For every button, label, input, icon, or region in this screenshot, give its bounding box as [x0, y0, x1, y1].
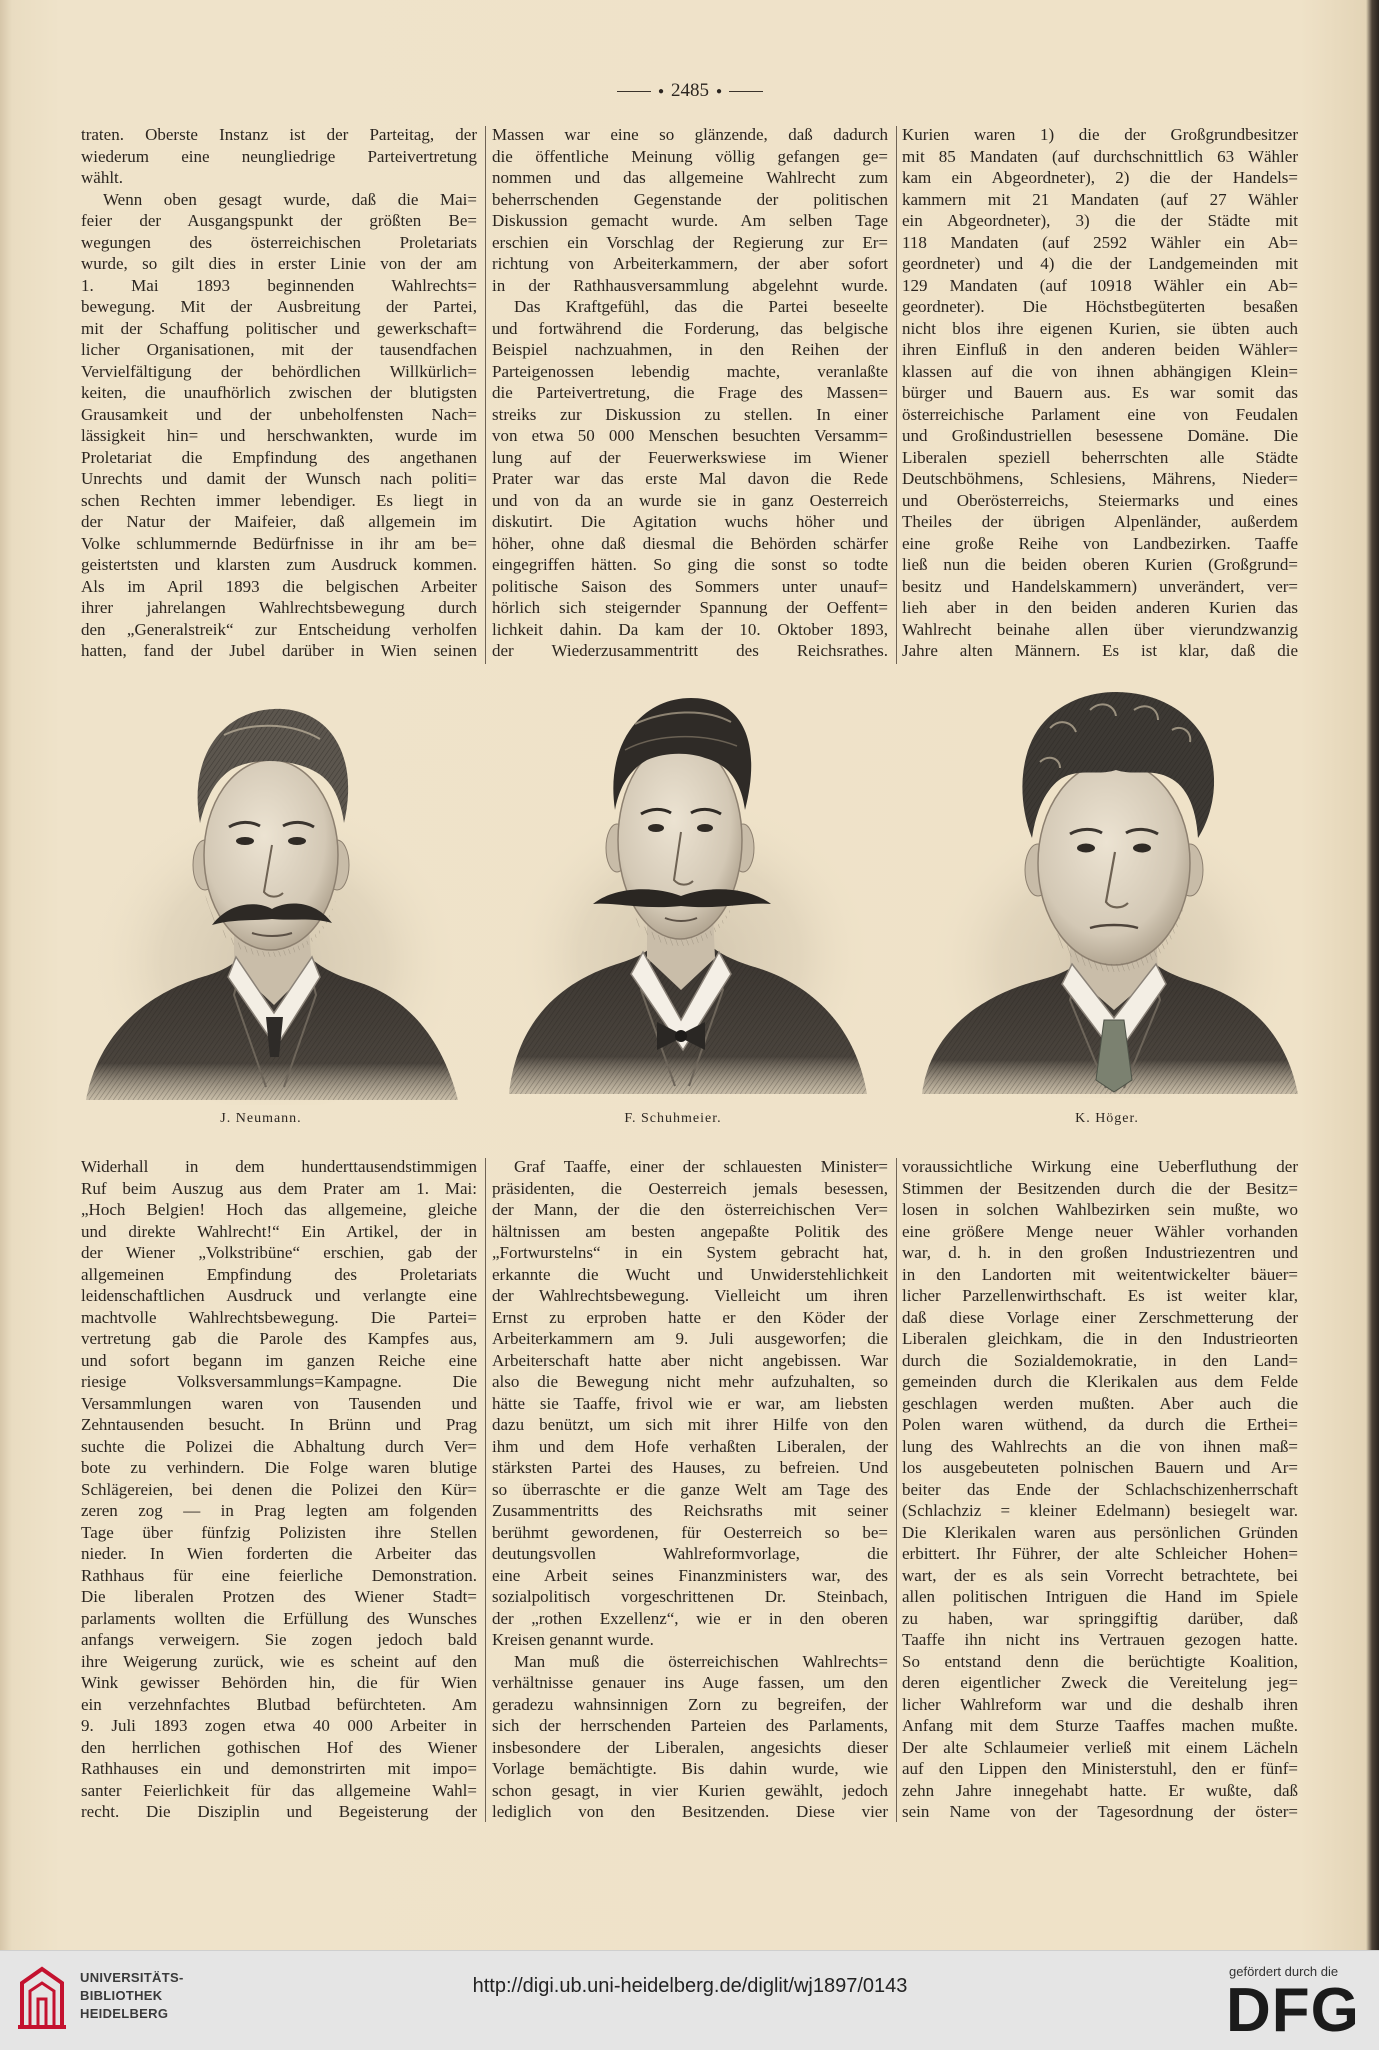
text-line: Proletariat die Empfindung des angethanen [81, 447, 477, 467]
text-line: diskutirt. Die Agitation wuchs höher und [492, 512, 888, 531]
column-top-middle [492, 124, 888, 662]
text-line: So entstand denn die berüchtigte Koalition, [902, 1651, 1298, 1671]
text-line: allgemeinen Empfindung des Proletariats [81, 1264, 477, 1284]
text-line: den „Generalstreik“ zur Entscheidung verholfen [81, 619, 477, 639]
text-line: Zehntausenden besucht. In Brünn und Prag [81, 1415, 477, 1434]
text-line: licher Parzellenwirthschaft. Es ist weiter klar, [902, 1286, 1298, 1305]
column-bottom-left [81, 1156, 477, 1823]
text-line: und direkte Wahlrecht!“ Ein Artikel, der in [81, 1221, 477, 1241]
text-line: lung des Wahlrechts an die von ihnen maß= [902, 1436, 1298, 1456]
text-line: verhältnisse genauer ins Auge fassen, um den [492, 1673, 888, 1692]
text-line: mit der Schaffung politischer und gewerkschaft= [81, 318, 477, 338]
text-line: die öffentliche Meinung völlig gefangen ge= [492, 146, 888, 166]
text-line: Ruf beim Auszug aus dem Prater am 1. Mai: [81, 1178, 477, 1198]
text-line: zu haben, war springgiftig darüber, daß [902, 1608, 1298, 1628]
text-line: suchte die Polizei die Abhaltung durch Ver= [81, 1436, 477, 1456]
text-line: deutungsvollen Wahlreformvorlage, die [492, 1544, 888, 1563]
text-line: Die Klerikalen waren aus persönlichen Gründen [902, 1522, 1298, 1542]
text-line: kammern mit 21 Mandaten (auf 27 Wähler [902, 189, 1298, 209]
ornament-dot-left-icon: ● [657, 85, 664, 97]
text-line: Rathhaus für eine feierliche Demonstration. [81, 1565, 477, 1585]
text-line: streiks zur Diskussion zu stellen. In einer [492, 404, 888, 424]
text-line: keiten, die unaufhörlich zwischen der blutigsten [81, 383, 477, 402]
column-top-right [902, 124, 1298, 662]
text-line: klassen auf die von ihnen abhängigen Klein= [902, 361, 1298, 381]
text-line: der Wiederzusammentritt des Reichsrathes. [492, 641, 888, 660]
text-line: Theiles der übrigen Alpenländer, außerdem [902, 512, 1298, 531]
text-line: der Natur der Maifeier, daß allgemein im [81, 512, 477, 531]
portrait-schuhmeier [505, 690, 885, 1100]
text-line: geradezu wahnsinnigen Zorn zu begreifen, der [492, 1694, 888, 1714]
text-line: anfangs verweigern. Sie zogen jedoch bald [81, 1630, 477, 1649]
text-line: Parteigenossen lebendig machte, veranlaßte [492, 361, 888, 381]
text-line: Wink gewisser Behörden hin, die für Wien [81, 1673, 477, 1692]
text-line: war, d. h. in den großen Industriezentren und [902, 1243, 1298, 1262]
text-line: hätte sie Taaffe, frivol wie er war, am liebsten [492, 1393, 888, 1413]
funded-by-label: gefördert durch die [1229, 1964, 1339, 1979]
text-line: „Fortwurstelns“ in ein System gebracht hat, [492, 1243, 888, 1262]
library-name-line: BIBLIOTHEK [80, 1988, 163, 2003]
text-line: eine Arbeit seines Finanzministers war, des [492, 1565, 888, 1585]
text-line: Ernst zu erproben hatte er den Köder der [492, 1307, 888, 1327]
text-line: voraussichtliche Wirkung eine Ueberfluthung der [902, 1157, 1298, 1176]
library-footer [0, 1950, 1379, 2050]
text-line: wart, der es als sein Vorrecht betrachtete, bei [902, 1565, 1298, 1585]
text-line: Kurien waren 1) die der Großgrundbesitzer [902, 125, 1298, 144]
page-number: 2485 [671, 80, 709, 101]
permalink-url[interactable]: http://digi.ub.uni-heidelberg.de/diglit/wj1897/0143 [472, 1975, 908, 1997]
text-line: nommen und das allgemeine Wahlrecht zum [492, 168, 888, 187]
text-line: lung auf der Feuerwerkswiese im Wiener [492, 447, 888, 467]
text-line: und von da an wurde sie in ganz Oesterreich [492, 490, 888, 510]
text-line: besitz und Handelskammern) unverändert, ver= [902, 576, 1298, 596]
text-line: in der Rathhausversammlung abgelehnt wurde. [492, 275, 888, 295]
text-line: den herrlichen gothischen Hof des Wiener [81, 1737, 477, 1757]
text-line: Wenn oben gesagt wurde, daß die Mai= [103, 189, 477, 209]
eye-left [1077, 844, 1095, 853]
text-line: 9. Juli 1893 zogen etwa 40 000 Arbeiter in [81, 1716, 477, 1735]
text-line: Graf Taaffe, einer der schlauesten Minister= [514, 1157, 888, 1176]
text-line: Diskussion gemacht wurde. Am selben Tage [492, 211, 888, 230]
column-top-left [81, 124, 477, 662]
text-line: vertretung gab die Parole des Kampfes aus, [81, 1329, 477, 1348]
text-line: Jahre alten Männern. Es ist klar, daß die [902, 641, 1298, 660]
text-line: präsidenten, die Oesterreich jemals besessen, [492, 1178, 888, 1198]
text-line: Grausamkeit und der unbeholfensten Nach= [81, 404, 477, 424]
text-line: Die liberalen Protzen des Wiener Stadt= [81, 1587, 477, 1606]
text-line: eine große Reihe von Landbezirken. Taaffe [902, 533, 1298, 553]
text-line: Massen war eine so glänzende, daß dadurch [492, 125, 888, 144]
text-line: Man muß die österreichischen Wahlrechts= [514, 1651, 888, 1671]
ornament-rule-left [617, 91, 651, 92]
text-line: daß diese Vorlage einer Zerschmetterung der [902, 1307, 1298, 1327]
column-divider [485, 1158, 486, 1822]
text-line: Unrechts und damit der Wunsch nach politi= [81, 469, 477, 488]
text-line: beiter das Ende der Schlachschizenherrschaft [902, 1479, 1298, 1499]
text-line: Anfang mit dem Sturze Taaffes machen mußte. [902, 1716, 1298, 1735]
column-bottom-middle [492, 1156, 888, 1823]
column-divider [485, 126, 486, 664]
text-line: erschien ein Vorschlag der Regierung zur Er= [492, 232, 888, 252]
text-line: von etwa 50 000 Menschen besuchten Versamm= [492, 426, 888, 445]
text-line: allen politischen Intriguen die Hand im Spiele [902, 1587, 1298, 1606]
text-line: Vervielfältigung der behördlichen Willkürlich= [81, 361, 477, 381]
text-line: licher Organisationen, mit der tausendfachen [81, 340, 477, 359]
text-line: hältnissen am besten angepaßte Politik des [492, 1221, 888, 1241]
text-line: ein Abgeordneter), 3) die der Städte mit [902, 211, 1298, 230]
text-line: der Mann, der die den österreichischen Ver= [492, 1200, 888, 1219]
text-line: nieder. In Wien forderten die Arbeiter das [81, 1544, 477, 1563]
text-line: der Wahlrechtsbewegung. Vielleicht um ihren [492, 1286, 888, 1305]
text-line: Vorlage bemächtigte. Bis dahin wurde, wie [492, 1759, 888, 1778]
text-line: geschlagen werden mußten. Aber auch die [902, 1393, 1298, 1413]
text-line: sozialpolitisch vorgeschrittenen Dr. Steinbach, [492, 1587, 888, 1606]
text-line: politische Saison des Sommers unter unauf= [492, 576, 888, 596]
text-line: geistertsten und klarsten zum Ausdruck kommen. [81, 555, 477, 574]
portrait-hoeger [920, 688, 1300, 1098]
text-line: geordneter). Die Höchstbegüterten besaßen [902, 297, 1298, 316]
text-line: Beispiel nachzuahmen, in den Reihen der [492, 340, 888, 359]
text-line: ein verzehnfachtes Blutbad befürchteten. Am [81, 1694, 477, 1714]
text-line: eingegriffen hätten. So ging die sonst so todte [492, 555, 888, 574]
text-line: ihren Einfluß in den anderen beiden Wähler= [902, 340, 1298, 359]
text-line: Wahlrecht beinahe allen über vierundzwanzig [902, 619, 1298, 639]
text-line: also die Bewegung nicht mehr aufzuhalten, so [492, 1372, 888, 1391]
text-line: auf den Lippen den Ministerstuhl, den er fünf= [902, 1759, 1298, 1778]
text-line: und sofort begann im ganzen Reiche eine [81, 1350, 477, 1370]
text-line: in den Landorten mit weitentwickelter bäuer= [902, 1264, 1298, 1284]
text-line: ließ nun die beiden oberen Kurien (Großgrund= [902, 555, 1298, 574]
text-line: Liberalen speziell beherrschten alle Städte [902, 447, 1298, 467]
text-line: beherrschenden Gegenstande der politischen [492, 189, 888, 209]
text-line: Arbeiterkammern am 9. Juli ausgeworfen; die [492, 1329, 888, 1348]
text-line: ihm und dem Hofe verhaßten Liberalen, der [492, 1436, 888, 1456]
caption-schuhmeier: F. Schuhmeier. [624, 1111, 722, 1126]
text-line: Deutschböhmens, Schlesiens, Mährens, Nieder= [902, 469, 1298, 488]
text-line: wählt. [81, 168, 124, 187]
text-line: Widerhall in dem hunderttausendstimmigen [81, 1157, 477, 1176]
text-line: Zusammentritts des Reichsraths mit seiner [492, 1501, 888, 1520]
text-line: kam ein Abgeordneter), 2) die der Handels= [902, 168, 1298, 187]
eye-right [697, 824, 713, 832]
column-bottom-right [902, 1156, 1298, 1823]
text-line: und Großindustriellen besessene Domäne. Die [902, 426, 1298, 445]
text-line: lediglich von den Besitzenden. Diese vier [492, 1802, 888, 1821]
text-line: der Wiener „Volkstribüne“ erschien, gab der [81, 1243, 477, 1262]
text-line: santer Feierlichkeit für das allgemeine Wahl= [81, 1780, 477, 1800]
text-line: wiederum eine neungliedrige Parteivertretung [81, 146, 477, 166]
text-line: Prater war das erste Mal davon die Rede [492, 469, 888, 488]
library-name-line: HEIDELBERG [80, 2006, 169, 2021]
dfg-logo[interactable]: DFG [1226, 1976, 1360, 2045]
text-line: hatten, fand der Jubel darüber in Wien seinen [81, 641, 477, 660]
text-line: 118 Mandaten (auf 2592 Wähler ein Ab= [902, 232, 1298, 252]
caption-hoeger: K. Höger. [1075, 1111, 1139, 1126]
text-line: eine größere Menge neuer Wähler vorhanden [902, 1221, 1298, 1241]
text-line: riesige Volksversammlungs=Kampagne. Die [81, 1372, 477, 1391]
text-line: der „rothen Exzellenz“, wie er in den oberen [492, 1608, 888, 1628]
text-line: zeren zog — in Prag legten am folgenden [81, 1501, 477, 1520]
text-line: erkannte die Wucht und Unwiderstehlichkeit [492, 1264, 888, 1284]
text-line: hörlich sich steigernder Spannung der Oeffent= [492, 598, 888, 617]
text-line: höher, ohne daß diesmal die Behörden schärfer [492, 533, 888, 553]
text-line: leidenschaftlichen Ausdruck und verlangte eine [81, 1286, 477, 1305]
text-line: Taaffe ihn nicht ins Vertrauen gezogen hatte. [902, 1630, 1298, 1649]
text-line: bote zu verhindern. Die Folge waren blutige [81, 1458, 477, 1477]
text-line: machtvolle Wahlrechtsbewegung. Die Partei= [81, 1307, 477, 1327]
text-line: berühmt gewordenen, für Oesterreich so be= [492, 1522, 888, 1542]
text-line: ihre Weigerung zurück, wie es scheint auf den [81, 1651, 477, 1671]
text-line: 129 Mandaten (auf 10918 Wähler ein Ab= [902, 275, 1298, 295]
text-line: „Hoch Belgien! Hoch das allgemeine, gleiche [81, 1200, 477, 1219]
text-line: Der alte Schlaumeier verließ mit einem Lächeln [902, 1737, 1298, 1757]
text-line: geordneter) und 4) die der Landgemeinden mit [902, 254, 1298, 273]
text-line: Polen waren wüthend, da durch die Erthei= [902, 1415, 1298, 1434]
library-name-line: UNIVERSITÄTS- [80, 1970, 184, 1985]
eye-right [288, 837, 306, 845]
text-line: Tage über fünfzig Polizisten ihre Stellen [81, 1522, 477, 1542]
text-line: Arbeiterschaft hatte aber nicht angebissen. War [492, 1350, 888, 1370]
text-line: gemeinden durch die Klerikalen aus dem Felde [902, 1372, 1298, 1391]
text-line: österreichische Parlament eine von Feudalen [902, 404, 1298, 424]
text-line: Liberalen gleichkam, die in den Industrieorten [902, 1329, 1298, 1348]
ornament-rule-right [729, 91, 763, 92]
text-line: Als im April 1893 die belgischen Arbeiter [81, 576, 477, 596]
text-line: Rathhauses ein und demonstrirten mit impo= [81, 1759, 477, 1778]
text-line: insbesondere der Liberalen, angesichts dieser [492, 1737, 888, 1757]
portrait-neumann [84, 695, 464, 1105]
text-line: so überraschte er die ganze Welt am Tage des [492, 1479, 888, 1499]
text-line: Versammlungen waren von Tausenden und [81, 1393, 477, 1413]
text-line: bewegung. Mit der Ausbreitung der Partei, [81, 297, 477, 316]
page-header [560, 78, 820, 104]
text-line: durch die Sozialdemokratie, in den Land= [902, 1350, 1298, 1370]
text-line: schen Rechten immer lebendiger. Es liegt in [81, 490, 477, 510]
text-line: los ausgebeuteten polnischen Bauern und Ar= [902, 1458, 1298, 1477]
text-line: sich der herrschenden Parteien des Parlaments, [492, 1716, 888, 1735]
text-line: erbittert. Ihr Führer, der alte Schleicher Hohen= [902, 1544, 1298, 1563]
eye-left [236, 837, 254, 845]
text-line: lässigkeit hin= und herschwankten, wurde im [81, 426, 477, 445]
text-line: recht. Die Disziplin und Begeisterung der [81, 1802, 477, 1821]
library-name [80, 1969, 184, 2023]
text-line: losen in solchen Wahlbezirken sein mußte, wo [902, 1200, 1298, 1219]
text-line: und fortwährend die Forderung, das belgische [492, 318, 888, 338]
column-divider [896, 126, 897, 664]
ornament-dot-right-icon: ● [716, 85, 723, 97]
text-line: mit 85 Mandaten (auf durchschnittlich 63 Wähler [902, 146, 1298, 166]
text-line: nicht blos ihre eigenen Kurien, sie übten auch [902, 318, 1298, 338]
text-line: traten. Oberste Instanz ist der Parteitag, der [81, 125, 477, 144]
text-line: zehn Jahre innegehabt hatte. Er wußte, daß [902, 1780, 1298, 1800]
text-line: Stimmen der Besitzenden durch die der Besitz= [902, 1178, 1298, 1198]
text-line: dazu benützt, um sich mit ihrer Hilfe von den [492, 1415, 888, 1434]
text-line: bürger und Bauern aus. Es war somit das [902, 383, 1298, 402]
university-library-logo-icon[interactable] [14, 1963, 70, 2033]
text-line: licher Wahlreform war und die deshalb ihren [902, 1694, 1298, 1714]
text-line: (Schlachziz = kleiner Edelmann) besiegelt war. [902, 1501, 1298, 1520]
text-line: Schlägereien, bei denen die Polizei den Kür= [81, 1479, 477, 1499]
text-line: lichkeit dahin. Da kam der 10. Oktober 1893, [492, 619, 888, 639]
text-line: stärksten Partei des Hauses, zu befreien. Und [492, 1458, 888, 1477]
text-line: Kreisen genannt wurde. [492, 1630, 654, 1649]
text-line: 1. Mai 1893 beginnenden Wahlrechts= [81, 275, 477, 295]
text-line: wegungen des österreichischen Proletariats [81, 232, 477, 252]
text-line: ihrer jahrelangen Wahlrechtsbewegung durch [81, 598, 477, 617]
eye-right [1133, 844, 1151, 853]
text-line: die Parteivertretung, die Frage des Massen= [492, 383, 888, 402]
text-line: richtung von Arbeiterkammern, der aber sofort [492, 254, 888, 273]
eye-left [648, 824, 664, 832]
text-line: schon gesagt, in vier Kurien gewählt, jedoch [492, 1780, 888, 1800]
text-line: feier der Ausgangspunkt der größten Be= [81, 211, 477, 230]
text-line: parlaments wollten die Erfüllung des Wunsches [81, 1608, 477, 1628]
text-line: Volke schlummernde Bedürfnisse in ihr am be= [81, 533, 477, 553]
text-line: lieh aber in den beiden anderen Kurien das [902, 598, 1298, 617]
text-line: und Oberösterreichs, Steiermarks und eines [902, 490, 1298, 510]
text-line: Das Kraftgefühl, das die Partei beseelte [514, 297, 888, 316]
column-divider [896, 1158, 897, 1822]
text-line: deren eigentlicher Zweck die Vereitelung jeg= [902, 1673, 1298, 1692]
caption-neumann: J. Neumann. [220, 1111, 302, 1126]
text-line: sein Name von der Tagesordnung der öster= [902, 1802, 1298, 1821]
text-line: wurde, so gilt dies in erster Linie von der am [81, 254, 477, 273]
